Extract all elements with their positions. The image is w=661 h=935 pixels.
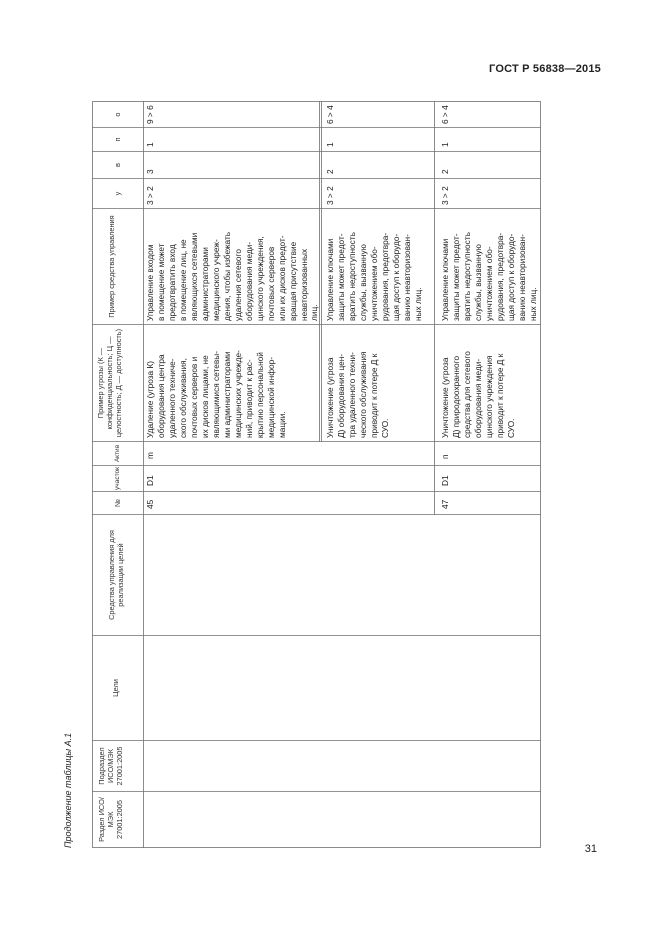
header-razdel: Раздел ИСО/МЭК 27001:2005 — [97, 797, 124, 842]
header-podrazdel: Подраздел ИСО/МЭК 27001:2005 — [97, 746, 124, 786]
row2-v: 2 — [325, 169, 335, 174]
header-primer: Пример средства управления — [107, 215, 116, 318]
row2-u: 3 > 2 — [325, 186, 335, 205]
row3-uchastok: D1 — [440, 475, 450, 486]
row1-v: 3 — [145, 169, 155, 174]
row3-p: 1 — [440, 142, 450, 147]
page-number: 31 — [584, 843, 597, 855]
header-uchastok: участок — [114, 467, 121, 490]
rotated-table-region: Продолжение таблицы А.1 Раздел ИСО/МЭК 27001:2005 Подраздел ИСО/МЭК 27001:2005 Цели Средства управления для реализации целей № участок Актив Пример угрозы (К — конфиденциальность; Ц — целостность; Д — доступность) Пример средства управления у в п о 45 D1 m Удаление (угроза К) оборудования центра удаленного техниче- ского обслуживания, почтовых серверов и их дисков лицами, не являющимися сетевы- ми администраторами медицинских учрежде- ний, приводит к рас- крытию персональной медицинской инфор- мации. Управление входом в помещение может предотвратить вход в помещение лиц, не являющихся сетевыми администраторами медицинского учреж- дения, чтобы избежать удаления сетевого оборудования меди- цинского учреждения, почтовых серверов или их дисков предот- вращая присутствие неавторизованных лиц. 3 > 2 3 1 9 > 6 Уничтожение (угроза Д) оборудования цен- тра удаленного техни- ческого обслуживания приводит к потере Д к СУО. Управление ключами защиты может предот- вратить недоступность службы, вызванную уничтожением обо- рудования, предотвра- щая доступ к оборудо- ванию неавторизован- ных лиц. 3 > 2 2 1 6 > 4 47 D1 п Уничтожение (угроза Д) природоохранного средства для сетевого оборудования меди- цинского учреждения приводит к потере Д к СУО. Управление ключами защиты может предот- вратить недоступность службы, вызванную уничтожением обо- рудования, предотвра- щая доступ к оборудо- ванию неавторизован- ных лиц. 3 > 2 2 1 6 > 4 — [63, 101, 541, 848]
table-caption: Продолжение таблицы А.1 — [63, 732, 73, 848]
row1-num: 45 — [145, 499, 155, 509]
header-sredstva: Средства управления для реализации целей — [107, 530, 125, 620]
header-num: № — [113, 499, 122, 507]
row3-u: 3 > 2 — [440, 186, 450, 205]
table-grid — [63, 101, 541, 848]
header-ugroza: Пример угрозы (К — конфиденциальность; Ц — целостность; Д — доступность) — [96, 328, 123, 438]
header-v: в — [113, 163, 122, 167]
row3-aktiv: п — [440, 454, 450, 459]
table-border — [93, 102, 541, 848]
header-o: о — [113, 112, 122, 117]
row3-o: 6 > 4 — [440, 105, 450, 124]
row1-aktiv: m — [145, 452, 155, 459]
row2-o: 6 > 4 — [325, 105, 335, 124]
row1-u: 3 > 2 — [145, 186, 155, 205]
row1-uchastok: D1 — [145, 475, 155, 486]
header-u: у — [113, 191, 122, 196]
row2-p: 1 — [325, 142, 335, 147]
document-header: ГОСТ Р 56838—2015 — [489, 63, 601, 75]
row1-p: 1 — [145, 142, 155, 147]
row1-o: 9 > 6 — [145, 105, 155, 124]
header-tseli: Цели — [111, 679, 120, 697]
row3-num: 47 — [440, 499, 450, 509]
header-p: п — [113, 137, 122, 142]
header-aktiv: Актив — [114, 444, 121, 463]
row3-v: 2 — [440, 169, 450, 174]
